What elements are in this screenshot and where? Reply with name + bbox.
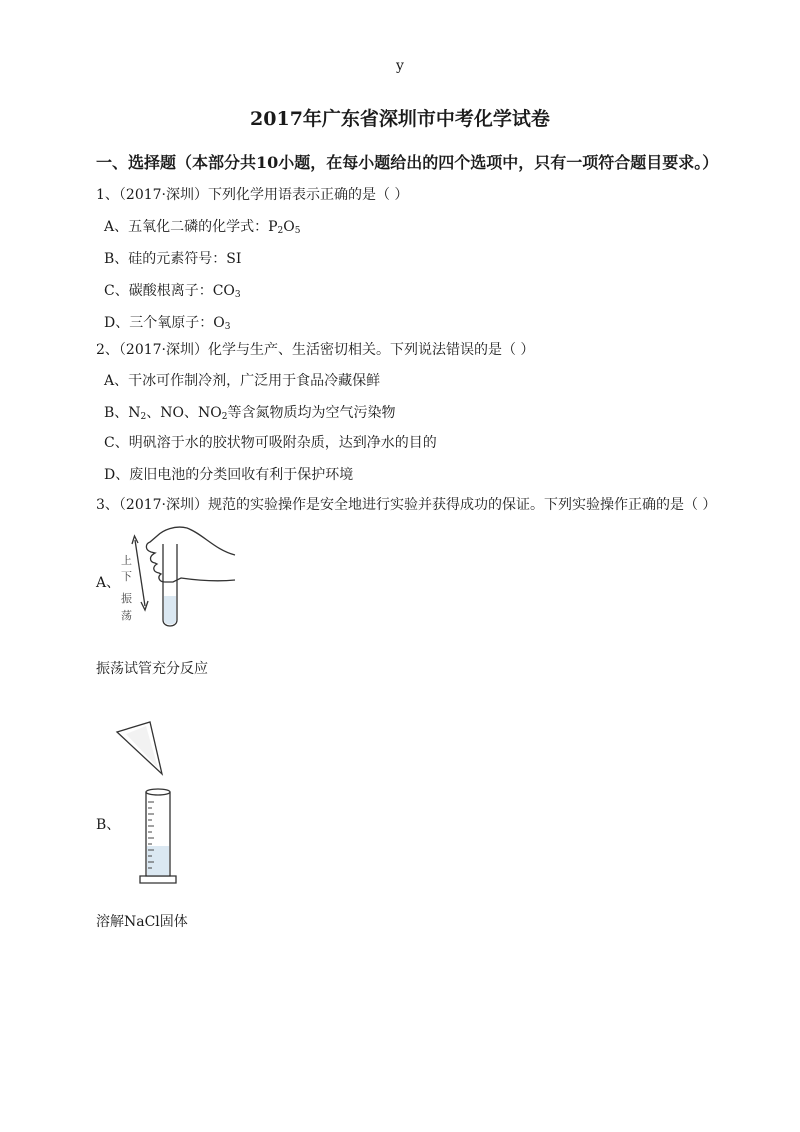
- figure-text-shake: 振: [121, 592, 132, 605]
- q1-option-b: B、硅的元素符号：SI: [104, 251, 242, 267]
- q1-option-d: D、三个氧原子：$O_3$: [104, 315, 231, 332]
- question-3-stem: 3、（2017·深圳）规范的实验操作是安全地进行实验并获得成功的保证。下列实验操作正确的是（ ）: [96, 497, 717, 513]
- q3-option-b-label: B、: [96, 817, 121, 833]
- figure-text-up: 上: [121, 554, 132, 567]
- page-title: 2017年广东省深圳市中考化学试卷: [250, 108, 550, 130]
- header-mark: y: [396, 58, 404, 74]
- q3-option-a-caption: 振荡试管充分反应: [96, 661, 208, 677]
- q2-option-b: B、$N_2$、NO、$NO_2$等含氮物质均为空气污染物: [104, 405, 396, 422]
- q2-option-a: A、干冰可作制冷剂，广泛用于食品冷藏保鲜: [104, 373, 381, 389]
- figure-text-down: 下: [121, 570, 132, 583]
- question-1-stem: 1、（2017·深圳）下列化学用语表示正确的是（ ）: [96, 187, 409, 203]
- question-2-stem: 2、（2017·深圳）化学与生产、生活密切相关。下列说法错误的是（ ）: [96, 342, 535, 358]
- q3-option-a-label: A、: [96, 575, 121, 591]
- q2-option-c: C、明矾溶于水的胶状物可吸附杂质，达到净水的目的: [104, 435, 437, 451]
- graduated-cylinder-figure: [112, 718, 182, 890]
- q2-option-d: D、废旧电池的分类回收有利于保护环境: [104, 467, 354, 483]
- q1-option-c: C、碳酸根离子：$CO_3$: [104, 283, 241, 300]
- q1-option-a: A、五氧化二磷的化学式：$P_2O_5$: [104, 219, 301, 236]
- figure-text-sway: 荡: [121, 609, 132, 622]
- section-heading: 一、选择题（本部分共10小题，在每小题给出的四个选项中，只有一项符合题目要求。）: [96, 153, 719, 172]
- shaking-test-tube-figure: [115, 520, 240, 630]
- q3-option-b-caption: 溶解NaCl固体: [96, 914, 188, 930]
